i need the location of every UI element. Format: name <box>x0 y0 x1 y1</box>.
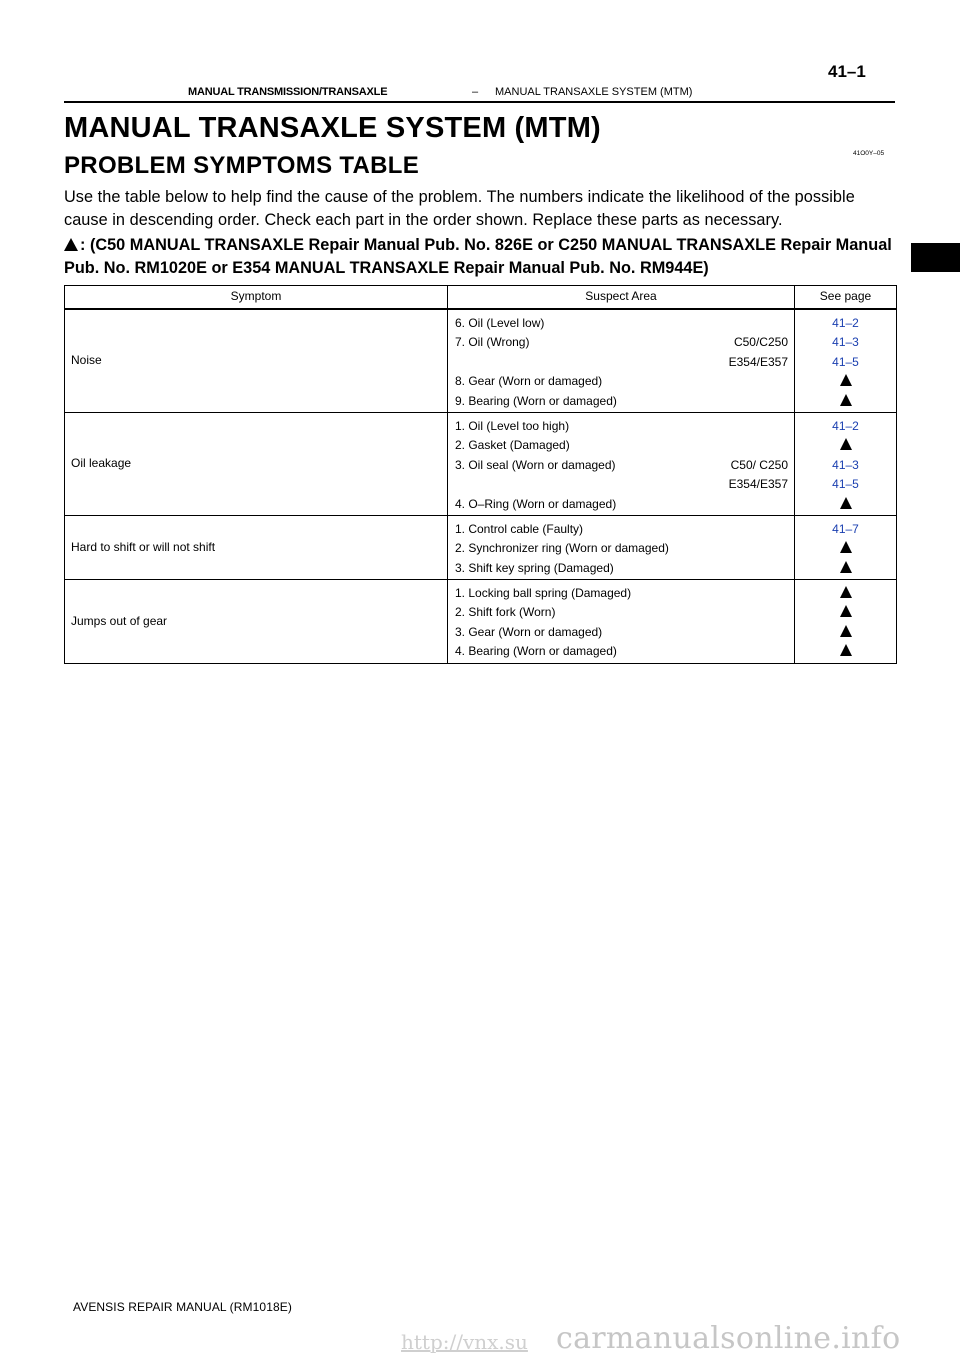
reference-note <box>64 234 900 280</box>
column-header-see-page: See page <box>795 286 897 310</box>
column-header-symptom: Symptom <box>65 286 448 310</box>
filled-triangle-icon <box>840 394 852 406</box>
suspect-area-text: 2. Shift fork (Worn) <box>455 605 556 620</box>
footer-link[interactable]: http://vnx.su <box>401 1330 528 1354</box>
suspect-area-item <box>455 603 788 622</box>
see-page-cell <box>795 515 897 579</box>
see-page-reference <box>795 495 896 514</box>
suspect-area-item <box>455 436 788 455</box>
suspect-area-item <box>455 353 788 372</box>
document-code: 41O0Y–05 <box>853 150 885 157</box>
intro-paragraph: Use the table below to help find the cause of the problem. The numbers indicate the likelihood of the possible cause in descending order. Check each part in the order shown. Replace these parts as necessary. <box>64 188 855 229</box>
suspect-area-text: 4. Bearing (Worn or damaged) <box>455 644 617 659</box>
suspect-area-text: 1. Locking ball spring (Damaged) <box>455 586 632 601</box>
suspect-area-item <box>455 584 788 603</box>
see-page-reference <box>795 539 896 558</box>
suspect-area-text: 1. Oil (Level too high) <box>455 418 570 433</box>
see-page-reference <box>795 392 896 411</box>
filled-triangle-icon <box>840 374 852 386</box>
suspect-area-text: 8. Gear (Worn or damaged) <box>455 374 603 389</box>
suspect-area-item <box>455 417 788 436</box>
suspect-area-item <box>455 314 788 333</box>
suspect-area-cell <box>448 412 795 515</box>
see-page-cell <box>795 309 897 412</box>
watermark: carmanualsonline.info <box>556 1321 901 1356</box>
suspect-area-text: 7. Oil (Wrong) <box>455 335 530 350</box>
filled-triangle-icon <box>840 644 852 656</box>
suspect-area-item <box>455 642 788 661</box>
transaxle-type-note: C50/ C250 <box>730 457 788 472</box>
header-separator: – <box>472 86 479 98</box>
see-page-reference <box>795 436 896 455</box>
see-page-link[interactable]: 41–3 <box>832 457 859 472</box>
symptom-cell: Hard to shift or will not shift <box>65 515 448 579</box>
suspect-area-cell <box>448 515 795 579</box>
suspect-area-text: 6. Oil (Level low) <box>455 316 545 330</box>
symptom-cell: Oil leakage <box>65 412 448 515</box>
see-page-link[interactable]: 41–7 <box>832 521 859 536</box>
section-title: PROBLEM SYMPTOMS TABLE <box>64 152 420 179</box>
see-page-link[interactable]: 41–5 <box>832 354 859 369</box>
see-page-reference <box>795 603 896 622</box>
suspect-area-item <box>455 392 788 411</box>
see-page-cell <box>795 580 897 664</box>
suspect-area-item <box>455 623 788 642</box>
suspect-area-text: 9. Bearing (Worn or damaged) <box>455 393 617 408</box>
suspect-area-cell <box>448 580 795 664</box>
suspect-area-item <box>455 495 788 514</box>
filled-triangle-icon <box>840 561 852 573</box>
symptom-cell: Jumps out of gear <box>65 580 448 664</box>
suspect-area-text: 2. Gasket (Damaged) <box>455 438 570 453</box>
table-header-row <box>65 286 897 310</box>
see-page-link[interactable]: 41–2 <box>832 316 859 330</box>
symptom-cell: Noise <box>65 309 448 412</box>
filled-triangle-icon <box>840 586 852 598</box>
transaxle-type-note: E354/E357 <box>728 477 788 492</box>
suspect-area-text: 2. Synchronizer ring (Worn or damaged) <box>455 541 669 556</box>
filled-triangle-icon <box>840 438 852 450</box>
table-row <box>65 309 897 412</box>
see-page-cell <box>795 412 897 515</box>
see-page-link[interactable]: 41–2 <box>832 418 859 433</box>
table-row <box>65 412 897 515</box>
suspect-area-item <box>455 475 788 494</box>
footer-manual-name: AVENSIS REPAIR MANUAL (RM1018E) <box>73 1300 292 1314</box>
suspect-area-item <box>455 520 788 539</box>
see-page-reference <box>795 584 896 603</box>
suspect-area-cell <box>448 309 795 412</box>
see-page-reference <box>795 372 896 391</box>
suspect-area-item <box>455 559 788 578</box>
see-page-link[interactable]: 41–5 <box>832 477 859 492</box>
reference-note-text: : (C50 MANUAL TRANSAXLE Repair Manual Pub. No. 826E or C250 MANUAL TRANSAXLE Repair Manual Pub. No. RM1020E or E354 MANUAL TRANSAXLE Repair Manual Pub. No. RM944E) <box>64 236 892 277</box>
page-title: MANUAL TRANSAXLE SYSTEM (MTM) <box>64 112 601 144</box>
see-page-link[interactable]: 41–3 <box>832 335 859 350</box>
suspect-area-text: 3. Oil seal (Worn or damaged) <box>455 457 616 472</box>
section-tab-marker <box>911 243 960 272</box>
filled-triangle-icon <box>64 238 78 251</box>
page-number: 41–1 <box>828 62 866 81</box>
column-header-suspect-area: Suspect Area <box>448 286 795 310</box>
transaxle-type-note: E354/E357 <box>728 354 788 369</box>
filled-triangle-icon <box>840 541 852 553</box>
suspect-area-text: 1. Control cable (Faulty) <box>455 521 584 536</box>
suspect-area-text: 3. Shift key spring (Damaged) <box>455 560 614 575</box>
transaxle-type-note: C50/C250 <box>733 335 788 350</box>
filled-triangle-icon <box>840 625 852 637</box>
see-page-reference <box>795 623 896 642</box>
see-page-reference <box>795 642 896 661</box>
problem-symptoms-table <box>64 285 897 664</box>
table-body <box>65 309 897 663</box>
suspect-area-item <box>455 333 788 352</box>
suspect-area-text: 4. O–Ring (Worn or damaged) <box>455 496 617 511</box>
suspect-area-item <box>455 456 788 475</box>
filled-triangle-icon <box>840 497 852 509</box>
suspect-area-item <box>455 539 788 558</box>
filled-triangle-icon <box>840 605 852 617</box>
header-rule <box>64 101 895 103</box>
table-row <box>65 515 897 579</box>
see-page-reference <box>795 559 896 578</box>
table-row <box>65 580 897 664</box>
header-subsection: MANUAL TRANSAXLE SYSTEM (MTM) <box>495 86 693 98</box>
suspect-area-text: 3. Gear (Worn or damaged) <box>455 624 603 639</box>
header-section: MANUAL TRANSMISSION/TRANSAXLE <box>188 86 388 98</box>
suspect-area-item <box>455 372 788 391</box>
